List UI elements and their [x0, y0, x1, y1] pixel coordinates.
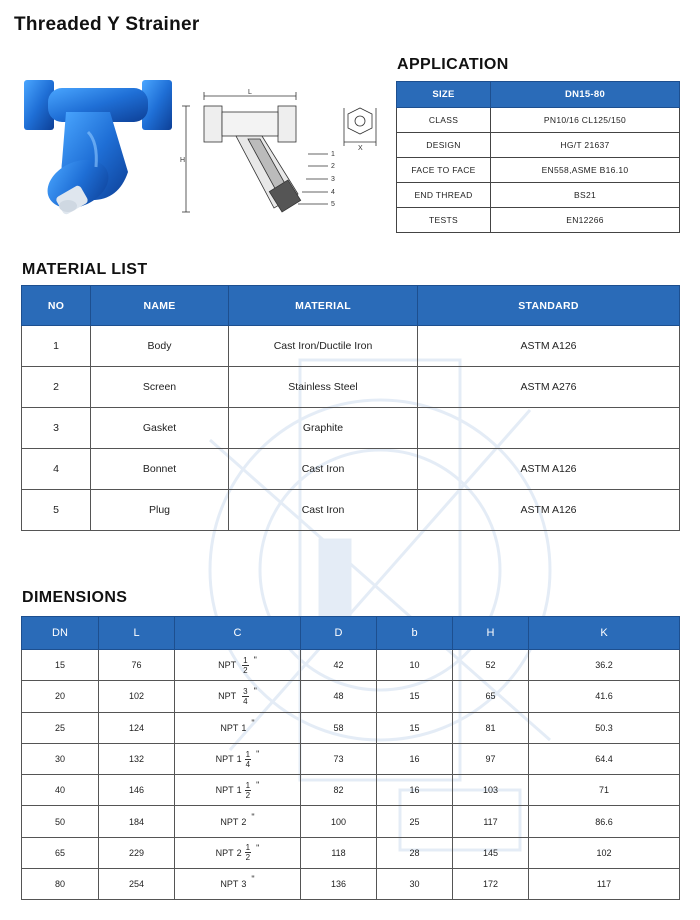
thread-whole: 1 [236, 754, 242, 765]
callout-4: 4 [331, 189, 335, 196]
size-label: SIZE [397, 82, 491, 108]
application-value: BS21 [491, 183, 680, 208]
no-cell: 5 [22, 490, 91, 531]
table-row [22, 408, 680, 449]
application-row [397, 158, 680, 183]
c-cell [175, 681, 301, 712]
dimensions-header-row [22, 617, 680, 650]
inch-mark: " [253, 686, 257, 697]
fraction-denominator: 2 [245, 853, 251, 863]
c-cell [175, 743, 301, 774]
b-cell: 25 [377, 806, 453, 837]
d-cell: 136 [301, 869, 377, 900]
thread-whole: 1 [241, 722, 247, 733]
fraction-numerator: 3 [243, 686, 248, 696]
h-cell: 117 [453, 806, 529, 837]
fraction-denominator: 4 [245, 759, 251, 769]
thread-whole: 2 [236, 847, 242, 858]
application-heading: APPLICATION [397, 56, 509, 73]
thread-size [218, 687, 257, 706]
material-cell: Cast Iron/Ductile Iron [229, 326, 418, 367]
dim-l-label: L [248, 89, 252, 96]
no-cell: 1 [22, 326, 91, 367]
thread-fraction [245, 843, 251, 862]
c-cell [175, 650, 301, 681]
l-cell: 132 [99, 743, 175, 774]
table-row [22, 869, 680, 900]
column-header: K [529, 617, 680, 650]
application-table [396, 81, 680, 233]
h-cell: 97 [453, 743, 529, 774]
k-cell: 102 [529, 837, 680, 868]
name-cell: Plug [91, 490, 229, 531]
thread-prefix: NPT [215, 785, 234, 796]
fraction-numerator: 1 [245, 843, 251, 853]
dn-cell: 80 [22, 869, 99, 900]
material-cell: Stainless Steel [229, 367, 418, 408]
technical-drawing [178, 84, 388, 224]
column-header: MATERIAL [229, 286, 418, 326]
table-row [22, 837, 680, 868]
material-cell: Cast Iron [229, 449, 418, 490]
table-row [22, 490, 680, 531]
thread-fraction [242, 656, 248, 675]
l-cell: 146 [99, 775, 175, 806]
material-cell: Cast Iron [229, 490, 418, 531]
application-label: DESIGN [397, 133, 491, 158]
fraction-denominator: 2 [245, 790, 251, 800]
fraction-numerator: 1 [243, 655, 248, 665]
d-cell: 58 [301, 712, 377, 743]
callout-3: 3 [331, 176, 335, 183]
column-header: L [99, 617, 175, 650]
callout-2: 2 [331, 163, 335, 170]
material-header-row [22, 286, 680, 326]
c-cell [175, 775, 301, 806]
no-cell: 4 [22, 449, 91, 490]
b-cell: 30 [377, 869, 453, 900]
thread-size [220, 811, 255, 827]
inch-mark: " [256, 749, 260, 760]
h-cell: 103 [453, 775, 529, 806]
dim-h-label: H [180, 157, 186, 164]
thread-prefix: NPT [220, 879, 239, 890]
thread-fraction [245, 781, 251, 800]
dn-cell: 65 [22, 837, 99, 868]
thread-size [220, 874, 255, 890]
application-label: END THREAD [397, 183, 491, 208]
table-row [22, 326, 680, 367]
b-cell: 15 [377, 681, 453, 712]
inch-mark: " [253, 655, 257, 666]
d-cell: 48 [301, 681, 377, 712]
standard-cell: ASTM A126 [418, 490, 680, 531]
thread-fraction [242, 687, 248, 706]
h-cell: 65 [453, 681, 529, 712]
l-cell: 254 [99, 869, 175, 900]
b-cell: 16 [377, 775, 453, 806]
dim-x-label: X [358, 145, 363, 152]
k-cell: 50.3 [529, 712, 680, 743]
column-header: STANDARD [418, 286, 680, 326]
application-value: EN12266 [491, 208, 680, 233]
thread-whole: 3 [241, 879, 247, 890]
l-cell: 184 [99, 806, 175, 837]
page-title: Threaded Y Strainer [14, 14, 200, 35]
dimensions-table [21, 616, 680, 900]
h-cell: 172 [453, 869, 529, 900]
table-row [22, 712, 680, 743]
name-cell: Gasket [91, 408, 229, 449]
dn-cell: 20 [22, 681, 99, 712]
application-label: FACE TO FACE [397, 158, 491, 183]
h-cell: 52 [453, 650, 529, 681]
fraction-denominator: 2 [243, 665, 248, 675]
standard-cell: ASTM A126 [418, 326, 680, 367]
column-header: C [175, 617, 301, 650]
application-row [397, 208, 680, 233]
column-header: H [453, 617, 529, 650]
inch-mark: " [256, 780, 260, 791]
standard-cell [418, 408, 680, 449]
fraction-numerator: 1 [245, 749, 251, 759]
application-row [397, 108, 680, 133]
application-label: TESTS [397, 208, 491, 233]
thread-fraction [245, 750, 251, 769]
d-cell: 73 [301, 743, 377, 774]
thread-size [216, 781, 260, 800]
d-cell: 82 [301, 775, 377, 806]
material-table [21, 285, 680, 531]
thread-size [216, 750, 260, 769]
dn-cell: 25 [22, 712, 99, 743]
material-cell: Graphite [229, 408, 418, 449]
inch-mark: " [251, 811, 255, 822]
column-header: DN [22, 617, 99, 650]
dn-cell: 30 [22, 743, 99, 774]
fraction-numerator: 1 [245, 780, 251, 790]
b-cell: 28 [377, 837, 453, 868]
callout-5: 5 [331, 201, 335, 208]
k-cell: 86.6 [529, 806, 680, 837]
table-row [22, 806, 680, 837]
callout-1: 1 [331, 151, 335, 158]
size-value: DN15-80 [491, 82, 680, 108]
application-value: HG/T 21637 [491, 133, 680, 158]
thread-prefix: NPT [218, 691, 237, 702]
thread-prefix: NPT [220, 816, 239, 827]
k-cell: 41.6 [529, 681, 680, 712]
k-cell: 71 [529, 775, 680, 806]
no-cell: 3 [22, 408, 91, 449]
no-cell: 2 [22, 367, 91, 408]
application-header-row [397, 82, 680, 108]
h-cell: 81 [453, 712, 529, 743]
table-row [22, 449, 680, 490]
thread-size [218, 656, 257, 675]
dn-cell: 15 [22, 650, 99, 681]
c-cell [175, 806, 301, 837]
l-cell: 229 [99, 837, 175, 868]
thread-whole: 2 [241, 816, 247, 827]
l-cell: 76 [99, 650, 175, 681]
application-label: CLASS [397, 108, 491, 133]
table-row [22, 681, 680, 712]
dimensions-heading: DIMENSIONS [22, 589, 128, 606]
material-heading: MATERIAL LIST [22, 261, 148, 278]
application-row [397, 183, 680, 208]
c-cell [175, 837, 301, 868]
thread-prefix: NPT [218, 660, 237, 671]
inch-mark: " [251, 874, 255, 885]
dn-cell: 40 [22, 775, 99, 806]
d-cell: 100 [301, 806, 377, 837]
k-cell: 64.4 [529, 743, 680, 774]
inch-mark: " [256, 842, 260, 853]
table-row [22, 650, 680, 681]
application-value: PN10/16 CL125/150 [491, 108, 680, 133]
k-cell: 117 [529, 869, 680, 900]
name-cell: Screen [91, 367, 229, 408]
thread-size [216, 843, 260, 862]
dn-cell: 50 [22, 806, 99, 837]
b-cell: 16 [377, 743, 453, 774]
c-cell [175, 712, 301, 743]
b-cell: 15 [377, 712, 453, 743]
h-cell: 145 [453, 837, 529, 868]
name-cell: Bonnet [91, 449, 229, 490]
product-photo [18, 72, 178, 222]
d-cell: 42 [301, 650, 377, 681]
standard-cell: ASTM A276 [418, 367, 680, 408]
application-row [397, 133, 680, 158]
application-value: EN558,ASME B16.10 [491, 158, 680, 183]
b-cell: 10 [377, 650, 453, 681]
column-header: NO [22, 286, 91, 326]
table-row [22, 775, 680, 806]
d-cell: 118 [301, 837, 377, 868]
thread-whole: 1 [236, 785, 242, 796]
k-cell: 36.2 [529, 650, 680, 681]
column-header: D [301, 617, 377, 650]
thread-prefix: NPT [215, 754, 234, 765]
thread-prefix: NPT [215, 847, 234, 858]
table-row [22, 743, 680, 774]
thread-prefix: NPT [220, 722, 239, 733]
column-header: NAME [91, 286, 229, 326]
thread-size [220, 717, 255, 733]
l-cell: 124 [99, 712, 175, 743]
inch-mark: " [251, 717, 255, 728]
c-cell [175, 869, 301, 900]
l-cell: 102 [99, 681, 175, 712]
fraction-denominator: 4 [243, 696, 248, 706]
table-row [22, 367, 680, 408]
standard-cell: ASTM A126 [418, 449, 680, 490]
name-cell: Body [91, 326, 229, 367]
column-header: b [377, 617, 453, 650]
